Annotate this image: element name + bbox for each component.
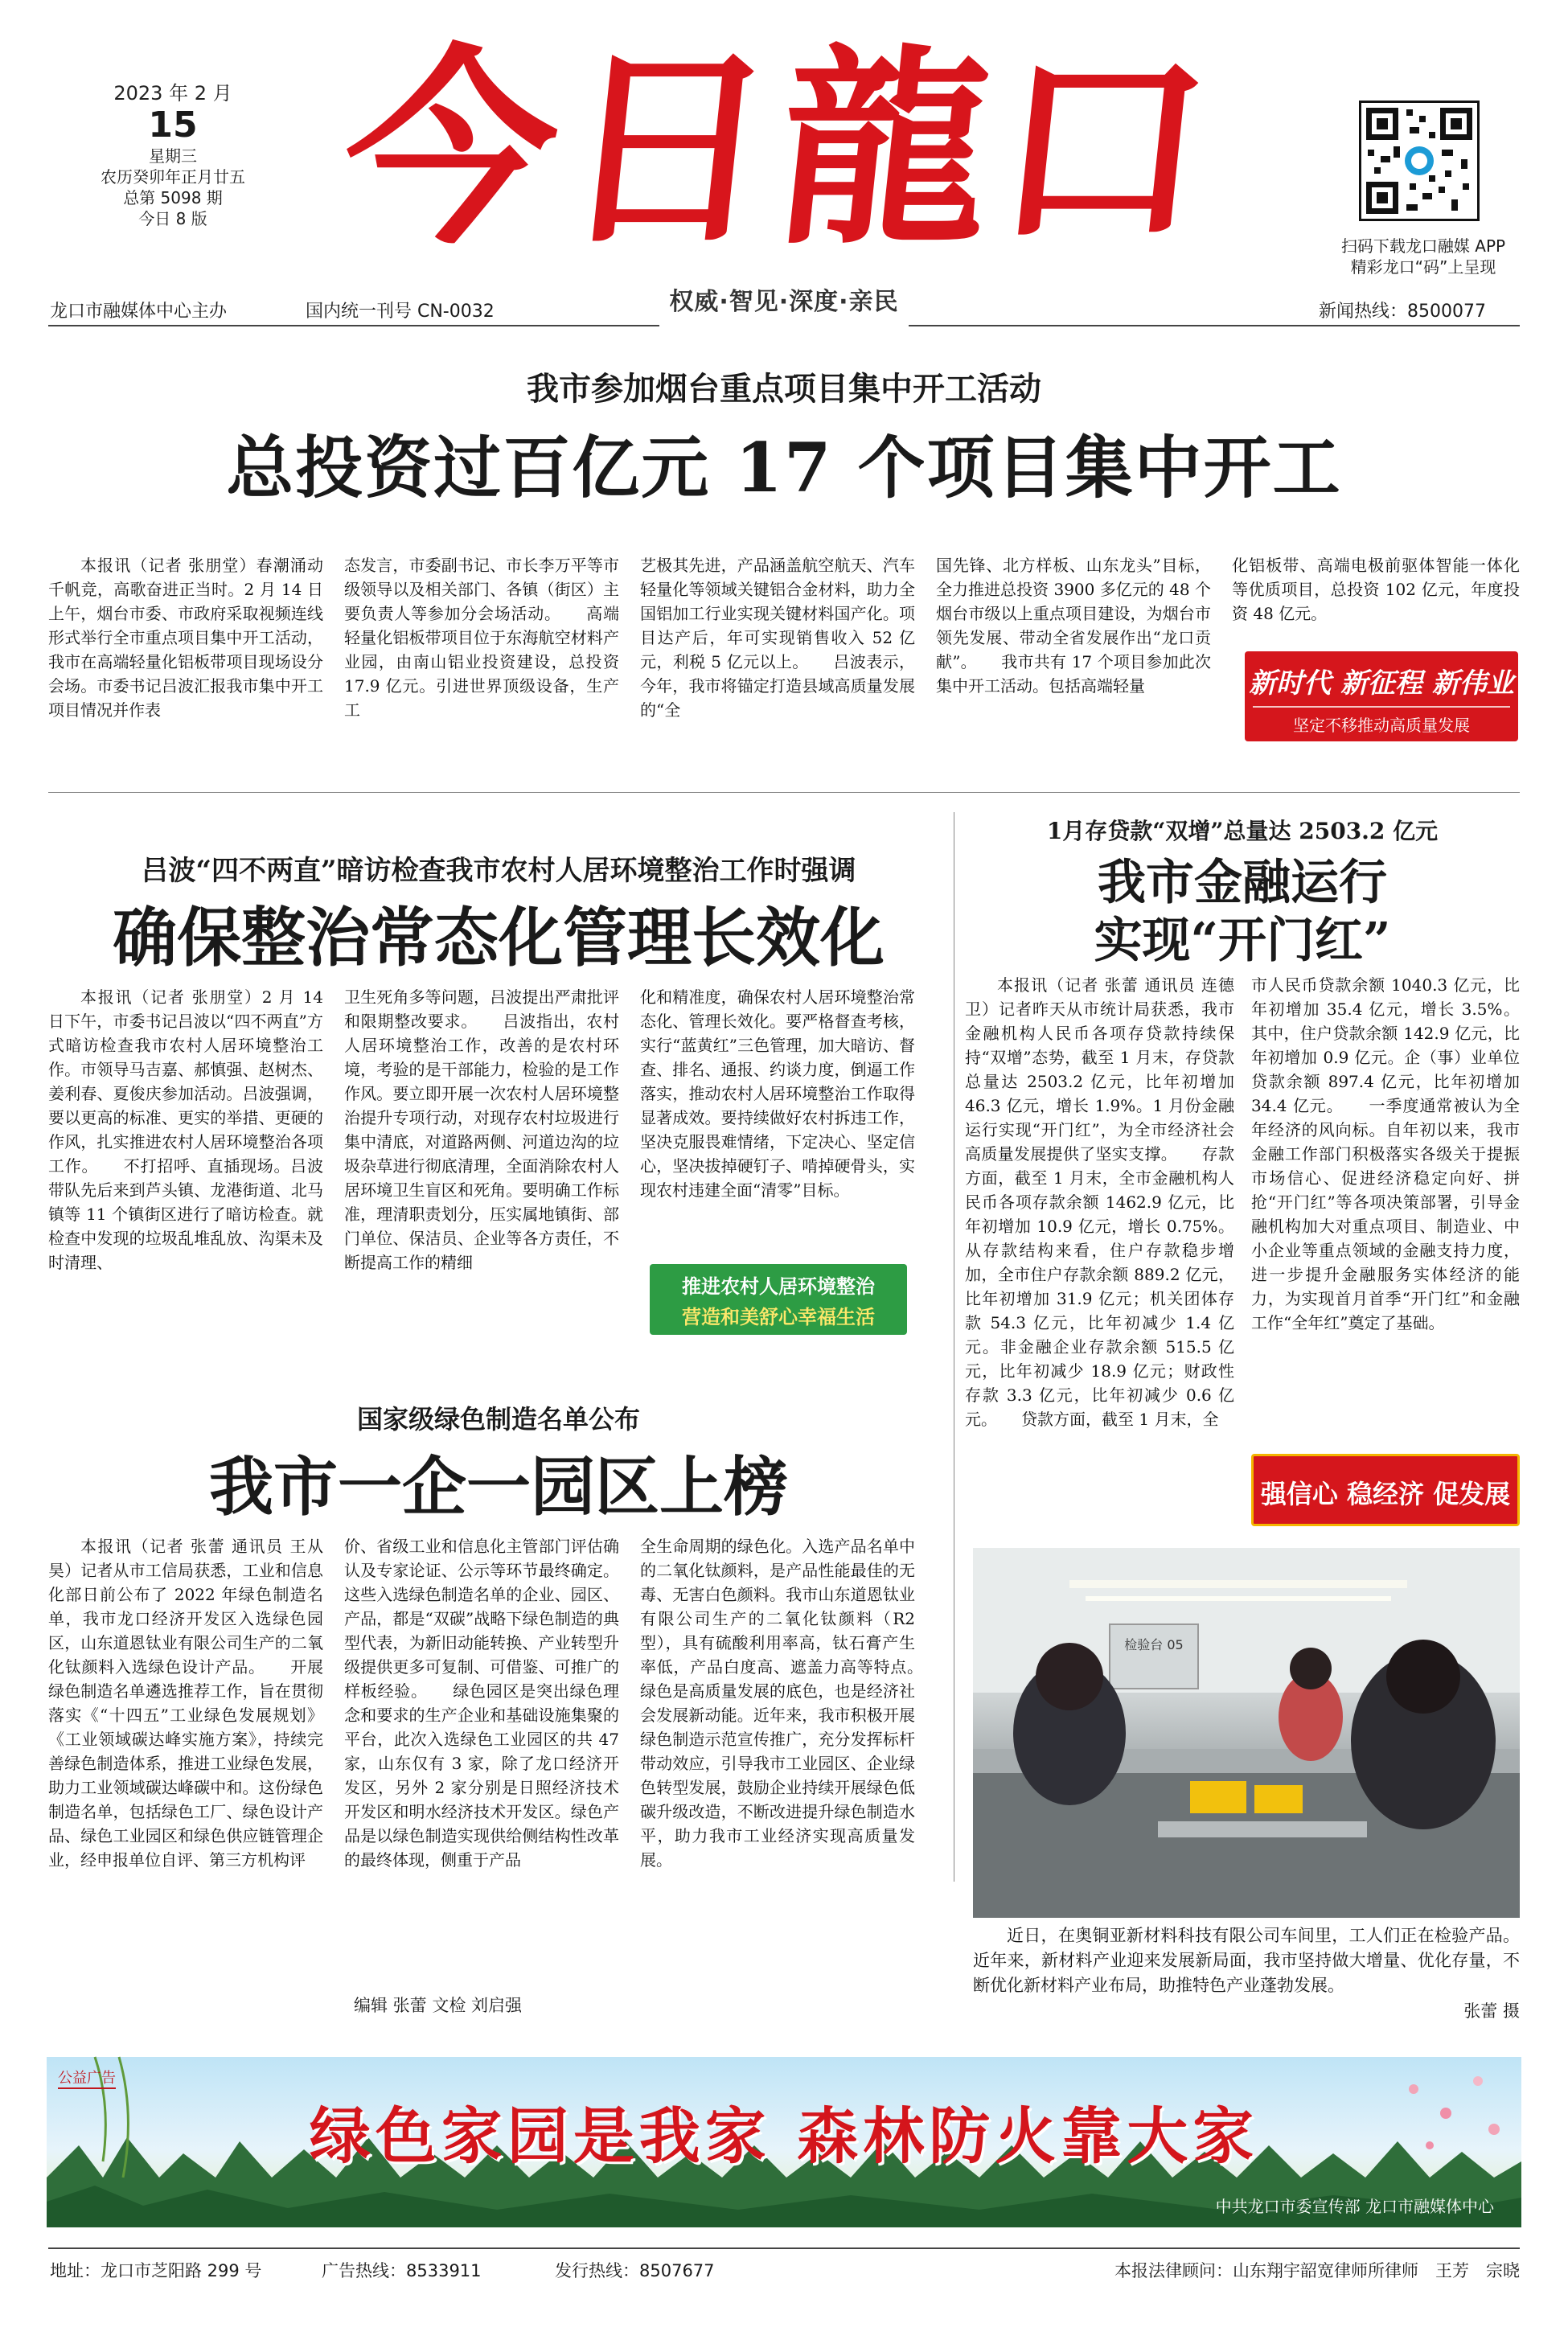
footer-legal: 本报法律顾问：山东翔宇韶宽律师所律师 王芳 宗晓	[1114, 2261, 1520, 2280]
article3-col2: 市人民币贷款余额 1040.3 亿元，比年初增加 35.4 亿元，增长 3.5%。其中，住户贷款余额 142.9 亿元，比年初增加 0.9 亿元。企（事）业单位贷款余额 897.4 亿元，比年初增加 34.4 亿元。 一季度通常被认为全年经济的风向标。自年初以来，我市金融工作部门积极落实各级关于提振市场信心、促进经济稳定向好、拼抢“开门红”等各项决策部署，引导金融机构加大对重点项目、制造业、中小企业等重点领域的金融支持力度，进一步提升金融服务实体经济的能力，为实现首月首季“开门红”和金融工作“全年红”奠定了基础。	[1251, 975, 1520, 1332]
article1-col5: 化铝板带、高端电极前驱体智能一体化等优质项目，总投资 102 亿元，年度投资 48 亿元。	[1232, 556, 1520, 623]
issn: 国内统一刊号 CN-0032	[306, 302, 495, 322]
sponsor: 龙口市融媒体中心主办	[50, 302, 228, 322]
article4-col2: 价、省级工业和信息化主管部门评估确认及专家论证、公示等环节最终确定。这些入选绿色制造名单的企业、园区、产品，都是“双碳”战略下绿色制造的典型代表，为新旧动能转换、产业转型升级提供更多可复制、可借鉴、可推广的样板经验。 绿色园区是突出绿色理念和要求的生产企业和基础设施集聚的平台，此次入选绿色工业园区的共 47 家，山东仅有 3 家，除了龙口经济开发区，另外 2 家分别是日照经济技术开发区和明水经济技术开发区。绿色产品是以绿色制造实现供给侧结构性改革的最终体现，侧重于产品	[344, 1537, 619, 1870]
masthead-logo: 今日龍口	[332, 25, 1228, 273]
banner-line-1: 推进农村人居环境整治	[682, 1275, 875, 1298]
page-count: 今日 8 版	[138, 209, 207, 228]
slogan: 权威·智见·深度·亲民	[669, 288, 899, 316]
article2-col3: 化和精准度，确保农村人居环境整治常态化、管理长效化。要严格督查考核，实行“蓝黄红”三色管理，加大暗访、督查、排名、通报、约谈力度，倒逼工作落实，推动农村人居环境整治工作取得显著成效。要持续做好农村拆违工作，坚决克服畏难情绪，下定决心、坚定信心，坚决拔掉硬钉子、啃掉硬骨头，实现农村违建全面“清零”目标。	[640, 987, 915, 1200]
banner-line-2: 营造和美舒心幸福生活	[682, 1305, 875, 1328]
news-hotline: 新闻热线：8500077	[1319, 302, 1486, 322]
article2-col2: 卫生死角多等问题，吕波提出严肃批评和限期整改要求。 吕波指出，农村人居环境整治工作，改善的是农村环境，考验的是干部能力，检验的是工作作风。要立即开展一次农村人居环境整治提升专项行动，对现存农村垃圾进行集中清底，对道路两侧、河道边沟的垃圾杂草进行彻底清理，全面消除农村人居环境卫生盲区和死角。要明确工作标准，理清职责划分，压实属地镇街、部门单位、保洁员、企业等各方责任，不断提高工作的精细	[344, 987, 619, 1272]
editor-line: 编辑 张蕾 文检 刘启强	[354, 1996, 523, 2015]
inspection-station-sign: 检验台 05	[1124, 1637, 1184, 1652]
weekday: 星期三	[149, 146, 197, 166]
masthead-divider-left	[48, 325, 659, 326]
ad-sponsor: 中共龙口市委宣传部 龙口市融媒体中心	[1215, 2197, 1494, 2216]
qr-caption-2: 精彩龙口“码”上呈现	[1350, 257, 1496, 277]
article2-headline: 确保整治常态化管理长效化	[113, 900, 885, 975]
masthead-divider-right	[909, 325, 1520, 326]
lunar-date: 农历癸卯年正月廿五	[101, 167, 245, 187]
workers-illustration	[973, 1548, 1520, 1918]
ad-tag: 公益广告	[58, 2067, 116, 2089]
article2-kicker: 吕波“四不两直”暗访检查我市农村人居环境整治工作时强调	[141, 855, 856, 887]
photo-credit: 张蕾 摄	[1463, 2001, 1520, 2021]
footer-distribution: 发行热线：8507677	[555, 2261, 715, 2280]
rural-environment-banner	[650, 1264, 907, 1335]
forest-fire-ad	[47, 2057, 1521, 2227]
qr-caption-1: 扫码下载龙口融媒 APP	[1340, 236, 1506, 256]
issue-number: 总第 5098 期	[123, 188, 223, 207]
factory-photo	[973, 1548, 1520, 1918]
new-era-badge-subtitle: 坚定不移推动高质量发展	[1253, 706, 1510, 736]
article2-col1: 本报讯（记者 张朋堂）2 月 14 日下午，市委书记吕波以“四不两直”方式暗访检查我市农村人居环境整治工作。市领导马吉嘉、郝慎强、赵树杰、姜利春、夏俊庆参加活动。吕波强调，要以更高的标准、更实的举措、更硬的作风，扎实推进农村人居环境整治各项工作。 不打招呼、直插现场。吕波带队先后来到芦头镇、龙港街道、北马镇等 11 个镇街区进行了暗访检查。就检查中发现的垃圾乱堆乱放、沟渠未及时清理、	[48, 987, 323, 1272]
article1-headline: 总投资过百亿元 17 个项目集中开工	[226, 428, 1342, 507]
new-era-badge	[1245, 651, 1518, 741]
article4-col3: 全生命周期的绿色化。入选产品名单中的二氧化钛颜料，是产品性能最佳的无毒、无害白色颜料。我市山东道恩钛业有限公司生产的二氧化钛颜料（R2 型），具有硫酸利用率高，钛石膏产生率低，产品白度高、遮盖力高等特点。 绿色是高质量发展的底色，也是经济社会发展新动能。近年来，我市积极开展绿色制造示范宣传推广，充分发挥标杆带动效应，引导我市工业园区、企业绿色转型发展，鼓励企业持续开展绿色低碳升级改造，不断改进提升绿色制造水平，助力我市工业经济实现高质量发展。	[640, 1537, 947, 1870]
section-divider-1	[48, 792, 1520, 793]
article3-kicker: 1月存贷款“双增”总量达 2503.2 亿元	[1046, 818, 1439, 844]
article3-col1: 本报讯（记者 张蕾 通讯员 连德卫）记者昨天从市统计局获悉，我市金融机构人民币各项存贷款持续保持“双增”态势，截至 1 月末，存贷款总量达 2503.2 亿元，比年初增加 46.3 亿元，增长 1.9%。1 月份金融运行实现“开门红”，为全市经济社会高质量发展提供了坚实支撑。 存款方面，截至 1 月末，全市金融机构人民币各项存款余额 1462.9 亿元，比年初增加 10.9 亿元，增长 0.75%。从存款结构来看，住户存款稳步增加，全市住户存款余额 889.2 亿元，比年初增加 31.9 亿元；机关团体存款 54.3 亿元，比年初减少 1.4 亿元。非金融企业存款余额 515.5 亿元，比年初减少 18.9 亿元；财政性存款 3.3 亿元，比年初减少 0.6 亿元。 贷款方面，截至 1 月末，全	[965, 975, 1234, 1429]
article3-headline-1: 我市金融运行	[1098, 855, 1387, 911]
qr-code-pattern	[1361, 103, 1477, 219]
new-era-badge-title: 新时代 新征程 新伟业	[1249, 667, 1514, 700]
date-year-month: 2023 年 2 月	[113, 82, 232, 105]
footer-divider	[48, 2247, 1520, 2249]
confidence-badge-text: 强信心 稳经济 促发展	[1260, 1479, 1511, 1509]
article1-kicker: 我市参加烟台重点项目集中开工活动	[527, 370, 1041, 408]
article4-col1: 本报讯（记者 张蕾 通讯员 王从昊）记者从市工信局获悉，工业和信息化部日前公布了 2022 年绿色制造名单，我市龙口经济开发区入选绿色园区，山东道恩钛业有限公司生产的二氧化钛颜料入选绿色设计产品。 开展绿色制造名单遴选推荐工作，旨在贯彻落实《“十四五”工业绿色发展规划》《工业领域碳达峰实施方案》，持续完善绿色制造体系，推进工业绿色发展，助力工业领域碳达峰碳中和。这份绿色制造名单，包括绿色工厂、绿色设计产品、绿色工业园区和绿色供应链管理企业，经申报单位自评、第三方机构评	[48, 1537, 323, 1870]
article1-col3: 艺极其先进，产品涵盖航空航天、汽车轻量化等领域关键铝合金材料，助力全国铝加工行业实现关键材料国产化。项目达产后，年可实现销售收入 52 亿元，利税 5 亿元以上。 吕波表示，今年，我市将锚定打造县域高质量发展的“全	[640, 556, 915, 720]
footer-ad-hotline: 广告热线：8533911	[322, 2261, 482, 2280]
article1-col1: 本报讯（记者 张朋堂）春潮涌动千帆竞，高歌奋进正当时。2 月 14 日上午，烟台市委、市政府采取视频连线形式举行全市重点项目集中开工活动，我市在高端轻量化铝板带项目现场设分会场。市委书记吕波汇报我市集中开工项目情况并作表	[48, 556, 323, 720]
article3-headline-2: 实现“开门红”	[1094, 913, 1391, 969]
confidence-badge	[1251, 1454, 1520, 1526]
footer-address: 地址：龙口市芝阳路 299 号	[50, 2261, 262, 2280]
masthead-date-block	[88, 77, 257, 229]
article4-kicker: 国家级绿色制造名单公布	[356, 1404, 640, 1435]
qr-code[interactable]	[1359, 101, 1480, 221]
ad-slogan: 绿色家园是我家 森林防火靠大家	[309, 2100, 1259, 2172]
date-day: 15	[148, 105, 198, 146]
article1-col2: 态发言，市委副书记、市长李万平等市级领导以及相关部门、各镇（街区）主要负责人等参加分会场活动。 高端轻量化铝板带项目位于东海航空材料产业园，由南山铝业投资建设，总投资 17.9 亿元。引进世界顶级设备，生产工	[344, 556, 619, 720]
article1-col4: 国先锋、北方样板、山东龙头”目标，全力推进总投资 3900 多亿元的 48 个烟台市级以上重点项目建设，为烟台市领先发展、带动全省发展作出“龙口贡献”。 我市共有 17 个项目参加此次集中开工活动。包括高端轻量	[936, 556, 1211, 696]
article4-headline: 我市一企一园区上榜	[209, 1449, 788, 1525]
photo-caption: 近日，在奥铜亚新材料科技有限公司车间里，工人们正在检验产品。近年来，新材料产业迎来发展新局面，我市坚持做大增量、优化存量，不断优化新材料产业布局，助推特色产业蓬勃发展。	[973, 1926, 1520, 1995]
